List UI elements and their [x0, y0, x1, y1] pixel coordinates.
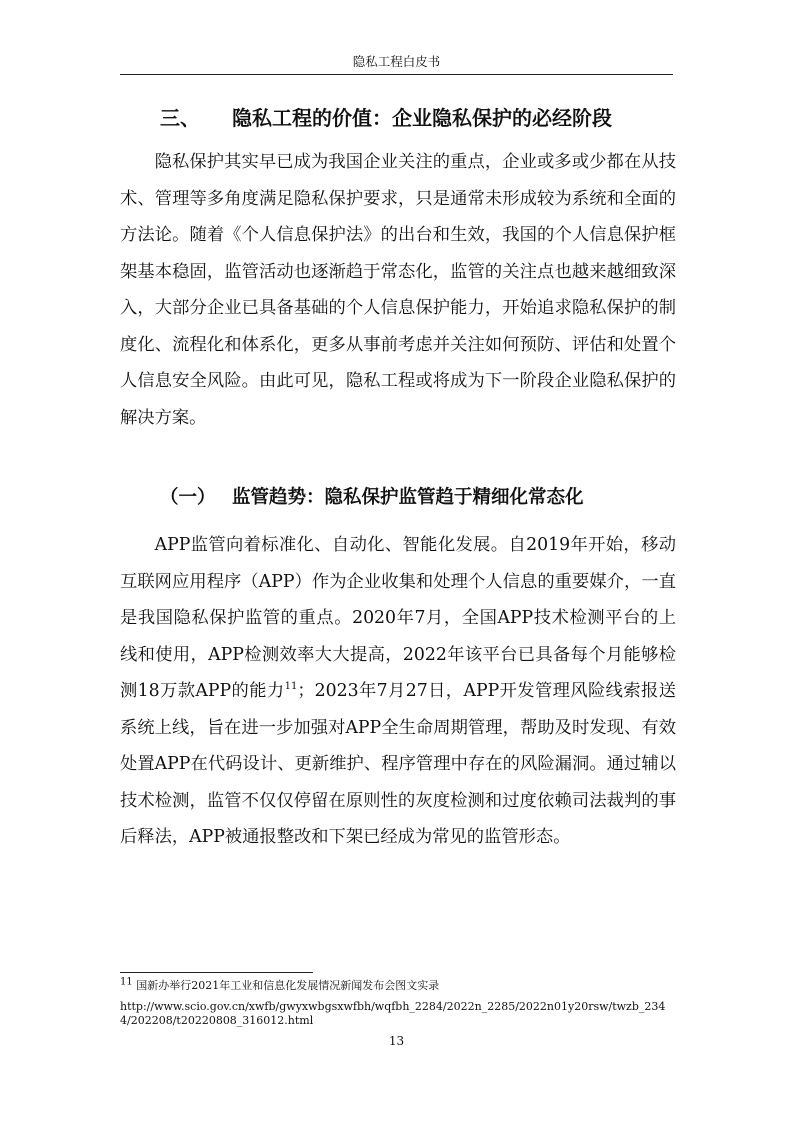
subsection-heading [160, 484, 680, 512]
paragraph-2-text-b: ；2023年7月27日，APP开发管理风险线索报送系统上线，旨在进一步加强对APP全生命周期管理，帮助及时发现、有效处置APP在代码设计、更新维护、程序管理中存在的风险漏洞。通过辅以技术检测，监管不仅仅停留在原则性的灰度检测和过度依赖司法裁判的事后释法，APP被通报整改和下架已经成为常见的监管形态。 [120, 681, 676, 847]
page-header-title: 隐私工程白皮书 [352, 54, 441, 69]
footnote-reference[interactable]: 11 [284, 681, 298, 693]
page-number: 13 [388, 1034, 405, 1048]
subsection-number: （一） [160, 487, 216, 508]
footnote-title: 国新办举行2021年工业和信息化发展情况新闻发布会图文实录 [136, 979, 440, 992]
body-paragraph-2 [120, 527, 676, 856]
subsection-title: 监管趋势：隐私保护监管趋于精细化常态化 [232, 487, 584, 508]
paragraph-2-text-a: APP监管向着标准化、自动化、智能化发展。自2019年开始，移动互联网应用程序（APP）作为企业收集和处理个人信息的重要媒介，一直是我国隐私保护监管的重点。2020年7月，全国APP技术检测平台的上线和使用，APP检测效率大大提高，2022年该平台已具备每个月能够检测18万款APP的能力 [120, 535, 676, 701]
footnote-text [120, 978, 676, 993]
section-number: 三、 [160, 106, 200, 130]
footnote-marker: 11 [120, 976, 133, 988]
footnote-url-link[interactable]: http://www.scio.gov.cn/xwfb/gwyxwbgsxwfbh/wqfbh_2284/2022n_2285/2022n01y20rsw/twzb_2344/202208/t20220808_316012.html [120, 1000, 666, 1027]
header-divider [120, 74, 673, 75]
section-title: 隐私工程的价值：企业隐私保护的必经阶段 [232, 106, 612, 130]
footnote-divider [120, 972, 313, 973]
body-paragraph-1: 隐私保护其实早已成为我国企业关注的重点，企业或多或少都在从技术、管理等多角度满足隐私保护要求，只是通常未形成较为系统和全面的方法论。随着《个人信息保护法》的出台和生效，我国的个人信息保护框架基本稳固，监管活动也逐渐趋于常态化，监管的关注点也越来越细致深入，大部分企业已具备基础的个人信息保护能力，开始追求隐私保护的制度化、流程化和体系化，更多从事前考虑并关注如何预防、评估和处置个人信息安全风险。由此可见，隐私工程或将成为下一阶段企业隐私保护的解决方案。 [120, 152, 676, 428]
section-heading [160, 104, 680, 132]
